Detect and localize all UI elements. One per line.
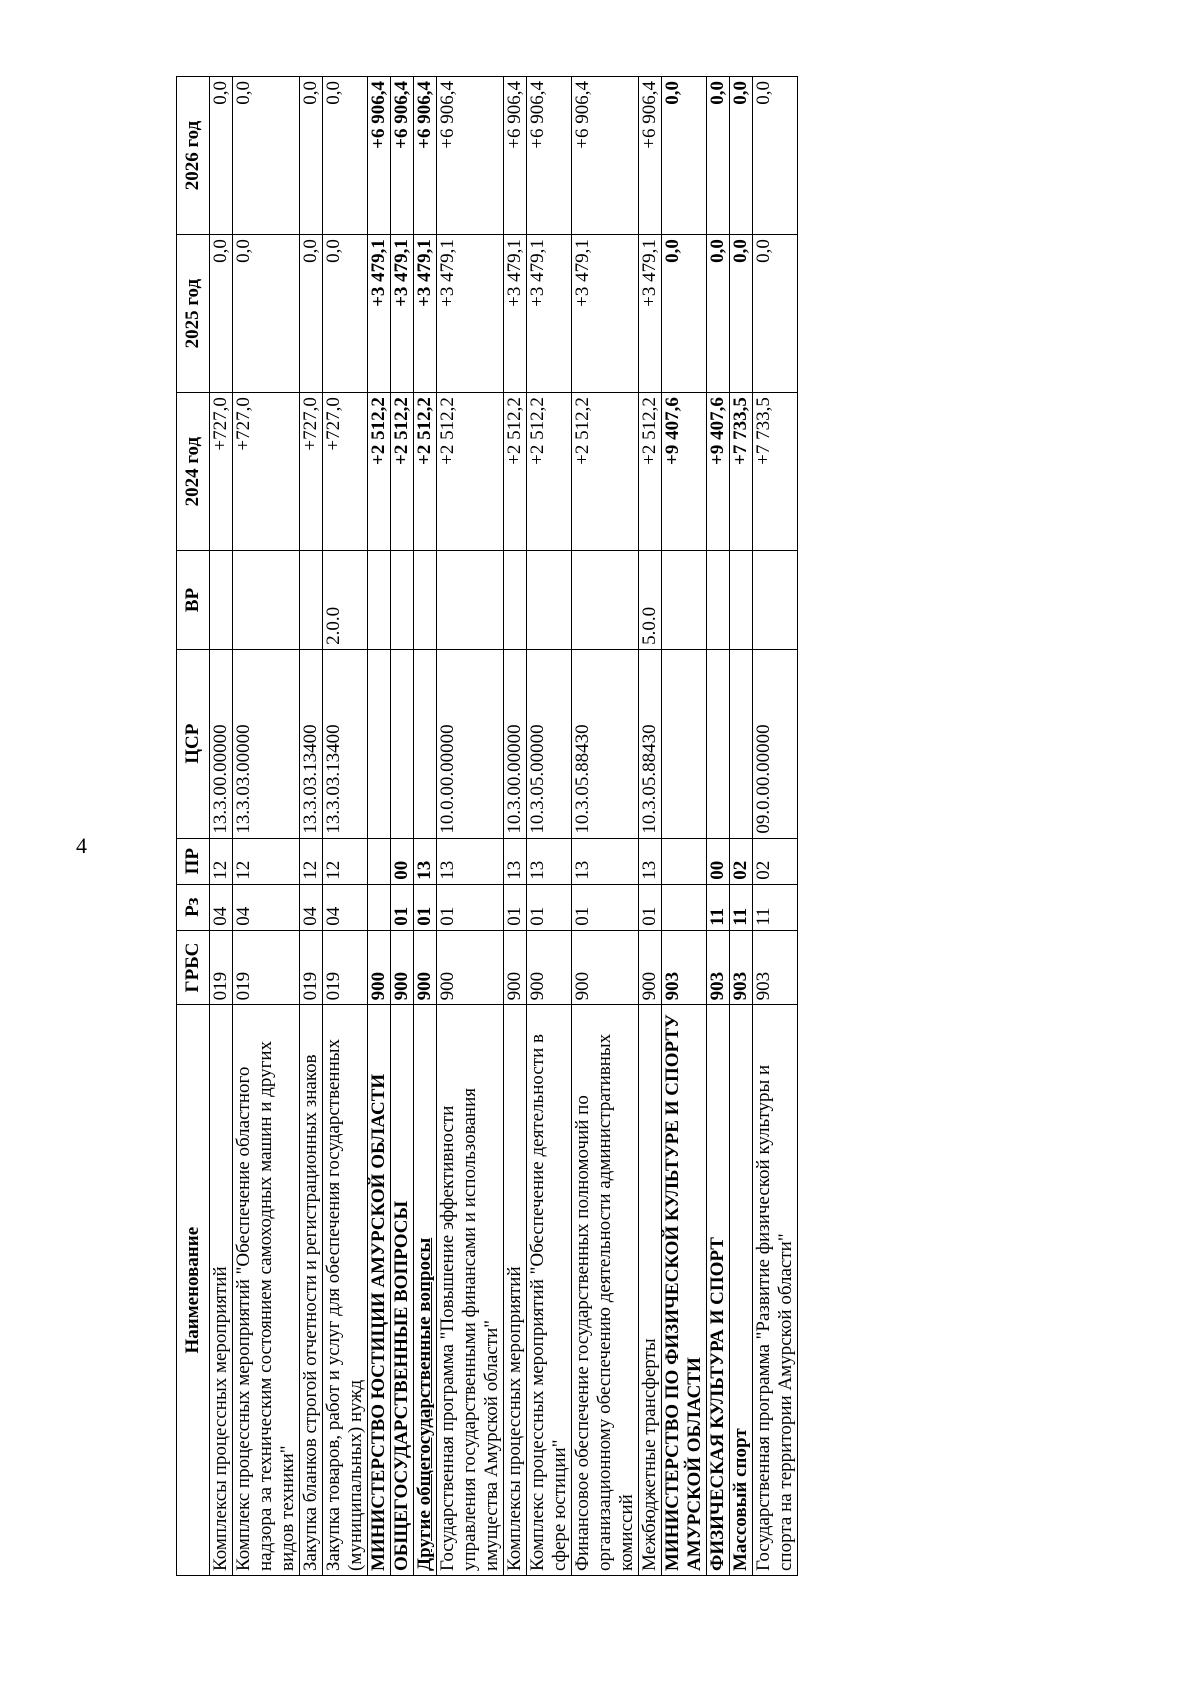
row-vr: 2.0.0	[323, 551, 368, 650]
rotated-table-container	[176, 76, 1106, 1576]
row-grbs: 900	[391, 930, 414, 1005]
row-pr: 00	[391, 838, 414, 884]
row-2026: 0,0	[730, 77, 753, 235]
table-row	[233, 77, 300, 1576]
row-2026: 0,0	[707, 77, 730, 235]
row-pr: 13	[504, 838, 527, 884]
row-pr: 00	[707, 838, 730, 884]
row-2026: +6 906,4	[368, 77, 391, 235]
row-grbs: 019	[210, 930, 233, 1005]
row-rz: 04	[323, 884, 368, 930]
row-2026: 0,0	[323, 77, 368, 235]
row-rz: 01	[504, 884, 527, 930]
table-row	[527, 77, 572, 1576]
row-2024: +727,0	[323, 393, 368, 551]
row-name: Комплексы процессных мероприятий	[504, 1005, 527, 1576]
table-row	[368, 77, 391, 1576]
row-2024: +2 512,2	[504, 393, 527, 551]
row-name: МИНИСТЕРСТВО ПО ФИЗИЧЕСКОЙ КУЛЬТУРЕ И СПОРТУ АМУРСКОЙ ОБЛАСТИ	[662, 1005, 707, 1576]
table-row	[504, 77, 527, 1576]
row-2026: 0,0	[662, 77, 707, 235]
row-pr: 13	[639, 838, 662, 884]
row-2024: +7 733,5	[730, 393, 753, 551]
header-csr: ЦСР	[177, 649, 210, 838]
row-2025: 0,0	[662, 235, 707, 393]
row-vr	[572, 551, 639, 650]
table-row	[707, 77, 730, 1576]
row-grbs: 900	[368, 930, 391, 1005]
row-vr	[437, 551, 504, 650]
row-pr: 12	[210, 838, 233, 884]
row-name: ОБЩЕГОСУДАРСТВЕННЫЕ ВОПРОСЫ	[391, 1005, 414, 1576]
row-csr: 10.0.00.00000	[437, 649, 504, 838]
table-row	[639, 77, 662, 1576]
row-grbs: 903	[662, 930, 707, 1005]
row-pr: 12	[233, 838, 300, 884]
row-2024: +2 512,2	[414, 393, 437, 551]
table-row	[414, 77, 437, 1576]
row-2025: +3 479,1	[504, 235, 527, 393]
row-2026: 0,0	[300, 77, 323, 235]
row-grbs: 900	[504, 930, 527, 1005]
row-rz: 01	[572, 884, 639, 930]
row-rz: 04	[210, 884, 233, 930]
row-2024: +2 512,2	[527, 393, 572, 551]
row-name: Комплекс процессных мероприятий "Обеспечение деятельности в сфере юстиции"	[527, 1005, 572, 1576]
row-2025: 0,0	[300, 235, 323, 393]
header-pr: ПР	[177, 838, 210, 884]
table-row	[572, 77, 639, 1576]
row-grbs: 903	[730, 930, 753, 1005]
row-csr	[707, 649, 730, 838]
row-name: Закупка товаров, работ и услуг для обеспечения государственных (муниципальных) нужд	[323, 1005, 368, 1576]
row-grbs: 019	[323, 930, 368, 1005]
row-vr	[707, 551, 730, 650]
table-row	[730, 77, 753, 1576]
table-row	[323, 77, 368, 1576]
row-pr: 13	[572, 838, 639, 884]
row-rz: 01	[391, 884, 414, 930]
row-grbs: 900	[527, 930, 572, 1005]
row-rz: 04	[233, 884, 300, 930]
header-grbs: ГРБС	[177, 930, 210, 1005]
row-pr	[368, 838, 391, 884]
row-2025: 0,0	[210, 235, 233, 393]
row-2025: +3 479,1	[437, 235, 504, 393]
row-pr: 12	[323, 838, 368, 884]
row-rz	[662, 884, 707, 930]
row-vr: 5.0.0	[639, 551, 662, 650]
row-2026: +6 906,4	[391, 77, 414, 235]
row-rz: 04	[300, 884, 323, 930]
table-row	[662, 77, 707, 1576]
row-2026: +6 906,4	[504, 77, 527, 235]
row-name: Межбюджетные трансферты	[639, 1005, 662, 1576]
row-grbs: 019	[233, 930, 300, 1005]
table-row	[753, 77, 798, 1576]
budget-table	[176, 76, 798, 1576]
row-grbs: 900	[437, 930, 504, 1005]
row-name: Комплекс процессных мероприятий "Обеспечение областного надзора за техническим состоянием самоходных машин и других видов техники"	[233, 1005, 300, 1576]
row-grbs: 903	[707, 930, 730, 1005]
row-vr	[368, 551, 391, 650]
row-vr	[233, 551, 300, 650]
header-rz: Рз	[177, 884, 210, 930]
row-name: Комплексы процессных мероприятий	[210, 1005, 233, 1576]
row-name: Закупка бланков строгой отчетности и регистрационных знаков	[300, 1005, 323, 1576]
row-grbs: 900	[572, 930, 639, 1005]
row-csr: 13.3.03.13400	[323, 649, 368, 838]
row-rz: 11	[730, 884, 753, 930]
row-csr: 10.3.00.00000	[504, 649, 527, 838]
row-2026: 0,0	[233, 77, 300, 235]
row-csr: 10.3.05.88430	[639, 649, 662, 838]
row-2024: +7 733,5	[753, 393, 798, 551]
row-2025: +3 479,1	[639, 235, 662, 393]
row-vr	[730, 551, 753, 650]
row-name: Финансовое обеспечение государственных полномочий по организационному обеспечению деятельности административных комиссий	[572, 1005, 639, 1576]
row-2024: +2 512,2	[572, 393, 639, 551]
row-2026: +6 906,4	[527, 77, 572, 235]
row-vr	[753, 551, 798, 650]
row-csr: 10.3.05.88430	[572, 649, 639, 838]
row-grbs: 903	[753, 930, 798, 1005]
row-grbs: 900	[639, 930, 662, 1005]
row-2026: 0,0	[753, 77, 798, 235]
row-2024: +727,0	[210, 393, 233, 551]
row-vr	[414, 551, 437, 650]
row-2025: 0,0	[753, 235, 798, 393]
row-csr	[391, 649, 414, 838]
row-2025: +3 479,1	[572, 235, 639, 393]
row-2024: +727,0	[300, 393, 323, 551]
row-csr	[662, 649, 707, 838]
row-vr	[527, 551, 572, 650]
table-row	[437, 77, 504, 1576]
row-rz	[368, 884, 391, 930]
row-vr	[662, 551, 707, 650]
row-grbs: 019	[300, 930, 323, 1005]
row-2026: +6 906,4	[639, 77, 662, 235]
row-vr	[504, 551, 527, 650]
header-2024: 2024 год	[177, 393, 210, 551]
row-pr: 12	[300, 838, 323, 884]
row-rz: 01	[414, 884, 437, 930]
row-csr	[730, 649, 753, 838]
row-2025: 0,0	[233, 235, 300, 393]
row-2026: +6 906,4	[572, 77, 639, 235]
row-name: Государственная программа "Развитие физической культуры и спорта на территории Амурской области"	[753, 1005, 798, 1576]
header-2026: 2026 год	[177, 77, 210, 235]
row-2025: +3 479,1	[527, 235, 572, 393]
row-2025: 0,0	[730, 235, 753, 393]
header-2025: 2025 год	[177, 235, 210, 393]
row-2025: +3 479,1	[391, 235, 414, 393]
row-pr: 02	[753, 838, 798, 884]
row-2024: +2 512,2	[391, 393, 414, 551]
row-2024: +9 407,6	[707, 393, 730, 551]
row-2024: +2 512,2	[368, 393, 391, 551]
table-row	[210, 77, 233, 1576]
table-row	[300, 77, 323, 1576]
row-csr: 10.3.05.00000	[527, 649, 572, 838]
header-vr: ВР	[177, 551, 210, 650]
row-rz: 11	[707, 884, 730, 930]
row-2024: +9 407,6	[662, 393, 707, 551]
row-2025: +3 479,1	[368, 235, 391, 393]
row-csr: 13.3.03.00000	[233, 649, 300, 838]
page-number: 4	[76, 833, 87, 858]
row-rz: 01	[639, 884, 662, 930]
row-rz: 01	[437, 884, 504, 930]
row-pr	[662, 838, 707, 884]
row-2026: +6 906,4	[414, 77, 437, 235]
row-2026: 0,0	[210, 77, 233, 235]
row-2026: +6 906,4	[437, 77, 504, 235]
row-vr	[210, 551, 233, 650]
row-rz: 11	[753, 884, 798, 930]
row-name: МИНИСТЕРСТВО ЮСТИЦИИ АМУРСКОЙ ОБЛАСТИ	[368, 1005, 391, 1576]
row-name: Массовый спорт	[730, 1005, 753, 1576]
row-rz: 01	[527, 884, 572, 930]
row-csr	[414, 649, 437, 838]
table-header-row	[177, 77, 210, 1576]
row-pr: 02	[730, 838, 753, 884]
row-csr	[368, 649, 391, 838]
row-2025: +3 479,1	[414, 235, 437, 393]
row-vr	[300, 551, 323, 650]
row-name: Другие общегосударственные вопросы	[414, 1005, 437, 1576]
row-csr: 09.0.00.00000	[753, 649, 798, 838]
row-pr: 13	[414, 838, 437, 884]
row-2024: +2 512,2	[437, 393, 504, 551]
table-row	[391, 77, 414, 1576]
row-pr: 13	[437, 838, 504, 884]
row-csr: 13.3.03.13400	[300, 649, 323, 838]
row-2024: +2 512,2	[639, 393, 662, 551]
row-csr: 13.3.00.00000	[210, 649, 233, 838]
header-name: Наименование	[177, 1005, 210, 1576]
row-pr: 13	[527, 838, 572, 884]
row-name: ФИЗИЧЕСКАЯ КУЛЬТУРА И СПОРТ	[707, 1005, 730, 1576]
row-2024: +727,0	[233, 393, 300, 551]
row-name: Государственная программа "Повышение эффективности управления государственными финансами и использования имущества Амурской области"	[437, 1005, 504, 1576]
row-2025: 0,0	[323, 235, 368, 393]
row-vr	[391, 551, 414, 650]
row-2025: 0,0	[707, 235, 730, 393]
row-grbs: 900	[414, 930, 437, 1005]
